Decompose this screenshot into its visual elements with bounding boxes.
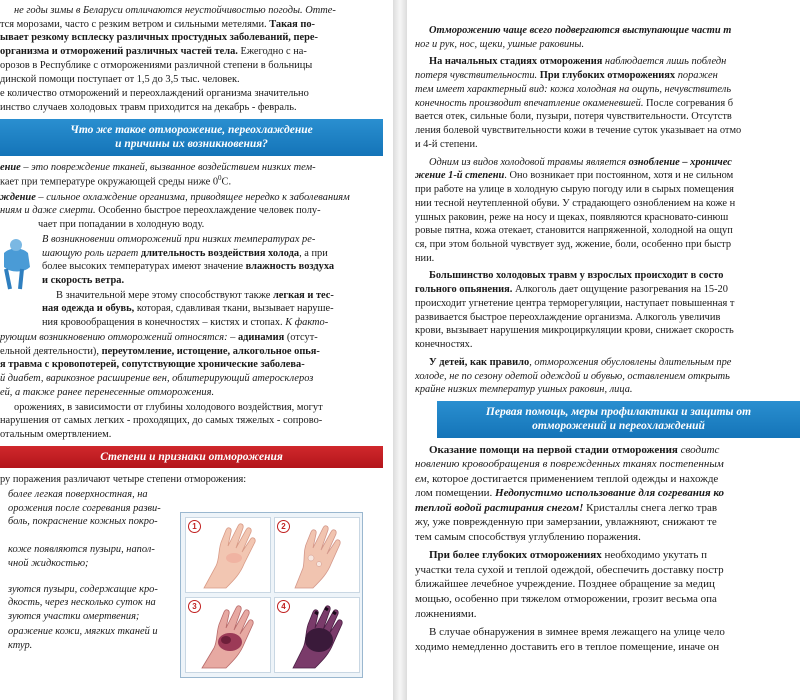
factors-paragraph-2: В значительной мере этому способствуют также легкая и тес- ная одежда и обувь, которая, сдавливая ткани, вызывает наруше- ния кровообращения в конечностях – кистях и стопах. К факто- bbox=[42, 289, 334, 329]
degree-4-number: 4 bbox=[277, 600, 290, 613]
factors-paragraph-3: рующим возникновению отморожений относятся: – адинамия (отсут- ельной деятельности), переутомление, истощение, алкогольное опья- я травма с кровопотерей, сопутствующие хронические заболева- й диабет, варикозное расширение вен, облитерирующий атеросклероз ей, а также ранее перенесенные отморожения. bbox=[0, 331, 320, 398]
right-paragraph-8: В случае обнаружения в зимнее время лежащего на улице чело ходимо немедленно доставить его в теплое помещение, иначе он bbox=[415, 626, 725, 653]
degrees-list bbox=[0, 488, 175, 653]
right-paragraph-2: На начальных стадиях отморожения наблюдается лишь побледн потеря чувствительности. При глубоких отморожениях поражен тем имеет характерный вид: кожа холодная на ощупь, нечувствитель конечность производит впечатление окаменевшей. После согревания б вается отек, сильные боли, пузыри, потеря чувствительности. Отсутств ления болевой чувствительности кожи в течение суток указывает на отмо и 4-й степени. bbox=[415, 56, 742, 150]
right-page bbox=[407, 0, 800, 700]
definition-hypothermia: ждение – сильное охлаждение организма, приводящее нередко к заболеваниям ниям и даже смерти. Особенно быстрое переохлаждение человек полу- чает при попадании в холодную воду. bbox=[0, 191, 350, 231]
left-page bbox=[0, 0, 393, 700]
banner-what-is-frostbite: Что же такое отморожение, переохлаждение и причины их возникновения? bbox=[0, 119, 383, 156]
degree-1-image bbox=[185, 517, 271, 593]
banner-degrees: Степени и признаки отморожения bbox=[0, 446, 383, 468]
degree-2-image bbox=[274, 517, 360, 593]
right-paragraph-1: Отморожению чаще всего подвергаются выступающие части т ног и рук, нос, щеки, ушные раковины. bbox=[415, 25, 732, 50]
intro-paragraph-1: не годы зимы в Беларуси отличаются неустойчивостью погоды. Отте- тся морозами, часто с резким ветром и сильными метелями. Такая по- ывает резкому всплеску различных простудных заболеваний, пере- организма и отморожений различных частей тела. Ежегодно с на- орозов в Республике с отморожениями различной степени в больницы динской помощи поступает от 1,5 до 3,5 тыс. человек. bbox=[0, 5, 336, 85]
right-paragraph-6: Оказание помощи на первой стадии отморожения сводитс новлению кровообращения в поврежденных тканях постепенным ем, которое достигается применением теплой одежды и нахожде лом помещении. Недопустимо использование для согревания ко теплой водой растирания снегом! Кристаллы снега легко трав жу, уже поврежденную при замерзании, увлажняют, снижают те тем самым способствуя углублению поражения. bbox=[415, 443, 725, 543]
degrees-section bbox=[0, 488, 383, 693]
degree-4-text: оражение кожи, мягких тканей и ктур. bbox=[8, 625, 158, 651]
factors-paragraph-4: орожениях, в зависимости от глубины холодового воздействия, могут нарушения от самых легких - проходящих, до самых тяжелых - сопрово- отальным омертвлением. bbox=[0, 401, 323, 441]
degree-3-number: 3 bbox=[188, 600, 201, 613]
right-paragraph-3: Одним из видов холодовой травмы является ознобление – хроничес жение 1-й степени. Оно возникает при постоянном, хотя и не сильном при работе на улице в холодную сырую погоду или в сырых помещения нии тесной неутепленной обуви. У страдающего ознoблением на коже н ушных раковин, реже на носу и щеках, появляются красновато-синюш ровые пятна, кожа отекает, становится напряженной, холодной на ощуп ся, при этом больной чувствует зуд, жжение, боли, особенно при быстр нии. bbox=[415, 156, 736, 264]
degree-2-number: 2 bbox=[277, 520, 290, 533]
frostbite-degrees-figure bbox=[180, 512, 363, 678]
right-paragraph-7: При более глубоких отморожениях необходимо укутать п участки тела сухой и теплой одеждой, обеспечить доставку постр ближайшее лечебное учреждение. Позднее обращение за медиц мощью, особенно при тяжелом отморожении, грозит весьма опа ложнениями. bbox=[415, 549, 724, 620]
page-gutter bbox=[393, 0, 407, 700]
degree-2-text: коже появляются пузыри, напол- чной жидкостью; bbox=[8, 544, 155, 569]
intro-paragraph-2: е количество отморожений и переохлаждений организма значительно инство случаев холодовых травм приходится на декабрь - февраль. bbox=[0, 88, 309, 114]
degree-3-text: зуются пузыри, содержащие кро- дкость, через несколько суток на зуются участки омертвения; bbox=[8, 583, 158, 623]
right-paragraph-4: Большинство холодовых травм у взрослых происходит в состо гольного опьянения. Алкоголь дает ощущение разогревания на 15-20 происходит угнетение центра терморегуляции, наступает повышенная т развивается быстрое переохлаждение организма. Алкоголь увеличив крови, вызывает нарушения микроциркуляции крови, снижает скорость конечностях. bbox=[415, 270, 735, 351]
person-cold-icon bbox=[0, 233, 40, 293]
right-paragraph-5: У детей, как правило, отморожения обусловлены длительным пре холоде, не по сезону одетой одеждой и обувью, оставлением открыть крайне низких температур ушных раковин, лица. bbox=[415, 356, 732, 396]
factors-block bbox=[0, 233, 383, 400]
degree-1-text: более легкая поверхностная, на орожения после согревания разви- боль, покраснение кожных покро- bbox=[8, 488, 161, 528]
definition-frostbite: ение – это повреждение тканей, вызванное воздействием низких тем- кает при температуре окружающей среды ниже $0^0С$. bbox=[0, 161, 316, 188]
factors-paragraph-1: В возникновении отморожений при низких температурах ре- шающую роль играет длительность воздействия холода, а при более высоких температурах имеют значение влажность воздуха и скорость ветра. bbox=[42, 233, 335, 286]
degree-1-number: 1 bbox=[188, 520, 201, 533]
degree-4-image bbox=[274, 597, 360, 673]
degree-3-image bbox=[185, 597, 271, 673]
banner-first-aid: Первая помощь, меры профилактики и защиты от отморожений и переохлаждений bbox=[437, 401, 800, 438]
degrees-intro: ру поражения различают четыре степени отморожения: bbox=[0, 474, 247, 486]
